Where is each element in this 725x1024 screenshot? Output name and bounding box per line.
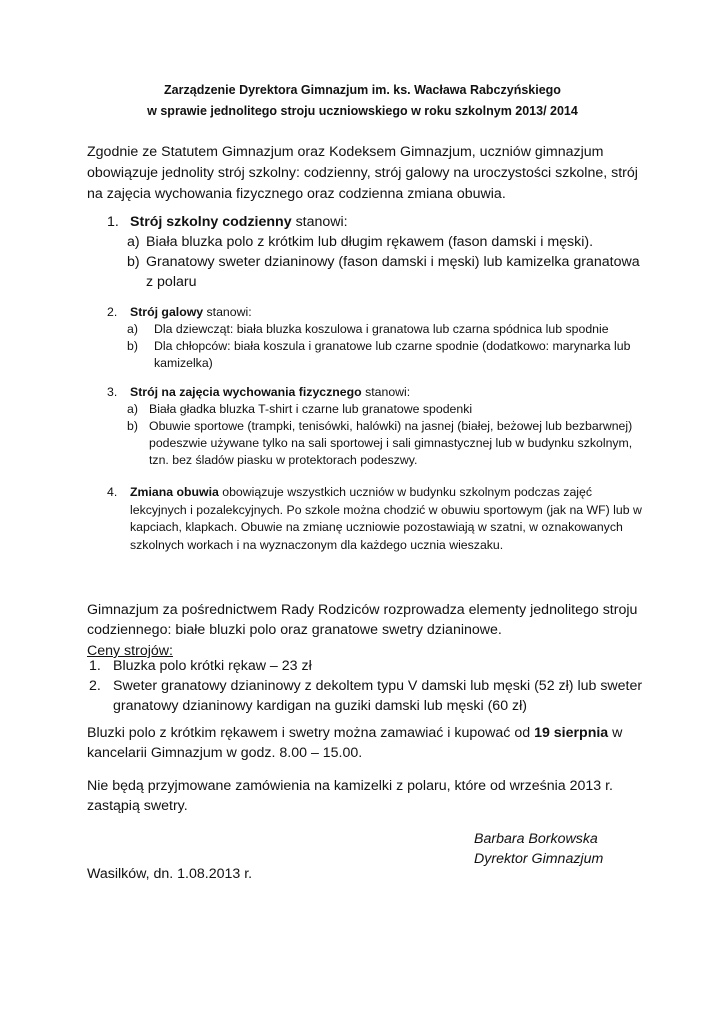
section-suffix: stanowi: [361,385,411,399]
section-number: 4. [107,485,118,499]
list-item [87,252,647,292]
section-title: Zmiana obuwia [130,485,219,499]
item-text: Sweter granatowy dzianinowy z dekoltem typu V damski lub męski (52 zł) lub sweter granatowy dzianinowy kardigan na guziki damski lub męski (60 zł) [113,678,643,714]
item-text: Bluzka polo krótki rękaw – 23 zł [113,658,312,674]
section-2 [87,304,647,372]
item-number: 1. [89,658,101,674]
section-4-paragraph [87,484,647,554]
order-text-start: Bluzki polo z krótkim rękawem i swetry można zamawiać i kupować od [87,725,535,741]
item-text: Granatowy sweter dzianinowy (fason damski i męski) lub kamizelka granatowa z polaru [146,254,640,290]
list-item [87,401,647,418]
item-letter: b) [127,419,138,433]
item-letter: b) [127,339,138,353]
list-item [87,232,647,252]
section-4 [87,484,647,554]
document-title-line-1: Zarządzenie Dyrektora Gimnazjum im. ks. Wacława Rabczyńskiego [164,83,561,97]
list-item [87,321,647,338]
signature-role: Dyrektor Gimnazjum [474,851,604,867]
list-item [87,676,647,716]
signature-name: Barbara Borkowska [474,831,598,847]
section-1 [87,212,647,292]
section-suffix: stanowi: [203,305,252,319]
section-title: Strój szkolny codzienny [130,214,292,230]
order-text-end: w kancelarii Gimnazjum w godz. 8.00 – 15.00. [87,725,623,761]
list-item [87,338,647,372]
item-text: Dla chłopców: biała koszula i granatowe lub czarne spodnie (dodatkowo: marynarka lub kamizelka) [154,339,631,370]
section-2-heading [87,304,647,321]
section-title: Strój na zajęcia wychowania fizycznego [130,385,362,399]
item-letter: a) [127,402,138,416]
item-text: Dla dziewcząt: biała bluzka koszulowa i granatowa lub czarna spódnica lub spodnie [154,322,609,336]
place-date: Wasilków, dn. 1.08.2013 r. [87,866,253,882]
intro-paragraph: Zgodnie ze Statutem Gimnazjum oraz Kodeksem Gimnazjum, uczniów gimnazjum obowiązuje jednolity strój szkolny: codzienny, strój galowy na uroczystości szkolne, strój na zajęcia wychowania fizycznego oraz codzienna zmiana obuwia. [87,144,638,202]
order-date: 19 sierpnia [534,725,609,741]
order-paragraph [87,723,647,763]
section-number: 3. [107,385,118,399]
item-number: 2. [89,678,101,694]
section-number: 1. [107,214,119,230]
document-title-line-2: w sprawie jednolitego stroju uczniowskiego w roku szkolnym 2013/ 2014 [147,104,578,118]
section-title: Strój galowy [130,305,204,319]
section-1-heading [87,212,647,232]
section-number: 2. [107,305,118,319]
item-text: Obuwie sportowe (trampki, tenisówki, halówki) na jasnej (białej, beżowej lub bezbarwnej) podeszwie używane tylko na sali sportowej i sali gimnastycznej lub w budynku szkolnym, tzn. bez śladów piasku w protektorach podeszwy. [149,419,633,467]
distribution-paragraph: Gimnazjum za pośrednictwem Rady Rodziców rozprowadza elementy jednolitego stroju codziennego: białe bluzki polo oraz granatowe swetry dzianinowe. [87,602,638,638]
section-suffix: obowiązuje wszystkich uczniów w budynku szkolnym podczas zajęć lekcyjnych i pozalekcyjnych. Po szkole można chodzić w obuwiu sportowym (jak na WF) lub w kapciach, klapkach. Obuwie na zmianę uczniowie pozostawiają w szatni, w oznakowanych szkolnych workach i na wyznaczonym dla każdego ucznia wieszaku. [130,485,642,552]
prices-heading: Ceny strojów: [87,643,173,659]
list-item [87,418,647,469]
section-3-heading [87,384,647,401]
item-letter: b) [127,254,140,270]
item-letter: a) [127,322,138,336]
item-text: Biała gładka bluzka T-shirt i czarne lub granatowe spodenki [149,402,473,416]
item-letter: a) [127,234,140,250]
price-list [87,656,647,716]
item-text: Biała bluzka polo z krótkim lub długim rękawem (fason damski i męski). [146,234,594,250]
signature-block [474,829,603,869]
list-item [87,656,647,676]
section-3 [87,384,647,469]
fleece-note: Nie będą przyjmowane zamówienia na kamizelki z polaru, które od września 2013 r. zastąpią swetry. [87,778,613,814]
section-suffix: stanowi: [291,214,348,230]
